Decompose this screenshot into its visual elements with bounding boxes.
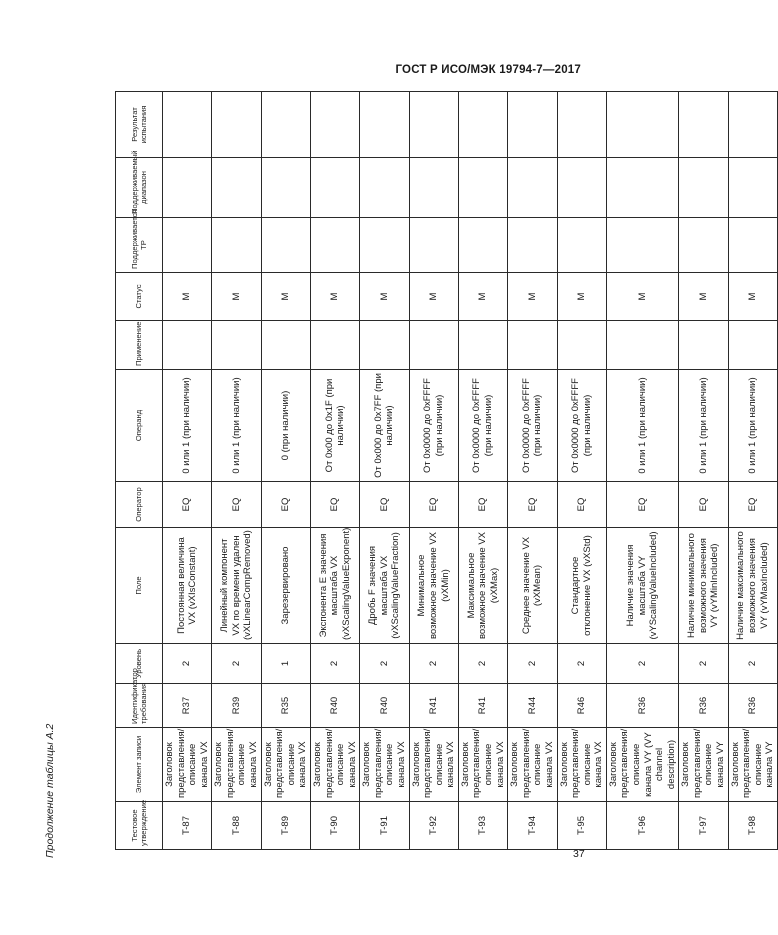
- table-body: [163, 92, 778, 850]
- requirement-id-cell: R39: [212, 684, 261, 728]
- application-cell: [163, 321, 212, 370]
- table-row: [360, 92, 409, 850]
- status-cell: M: [606, 273, 678, 321]
- record-element-cell: Заголовок представления/ описание канала VX: [310, 728, 359, 802]
- test-result-cell: [508, 92, 557, 158]
- tp-support-cell: [310, 218, 359, 273]
- record-element-cell: Заголовок представления/ описание канала VX: [163, 728, 212, 802]
- record-element-cell: Заголовок представления/ описание канала VY (VY channel description): [606, 728, 678, 802]
- supported-range-cell: [261, 158, 310, 218]
- operand-cell: От 0x0000 до 0xFFFF (при наличии): [409, 370, 458, 482]
- test-id-cell: T-97: [679, 802, 728, 850]
- operator-cell: EQ: [360, 482, 409, 528]
- test-result-cell: [728, 92, 777, 158]
- test-id-cell: T-93: [458, 802, 507, 850]
- level-cell: 2: [409, 644, 458, 684]
- test-result-cell: [557, 92, 606, 158]
- field-cell: Наличие значения масштаба VY (vYScalingValueIncluded): [606, 528, 678, 644]
- application-cell: [409, 321, 458, 370]
- table-row: [728, 92, 777, 850]
- tp-support-cell: [212, 218, 261, 273]
- test-id-cell: T-88: [212, 802, 261, 850]
- requirement-id-cell: R40: [310, 684, 359, 728]
- requirement-id-cell: R36: [679, 684, 728, 728]
- level-cell: 2: [557, 644, 606, 684]
- field-cell: Наличие максимального возможного значения VY (vYMaxIncluded): [728, 528, 777, 644]
- field-cell: Минимальное возможное значение VX (vXMin): [409, 528, 458, 644]
- test-id-cell: T-91: [360, 802, 409, 850]
- field-cell: Постоянная величина VX (vXIsConstant): [163, 528, 212, 644]
- status-cell: M: [409, 273, 458, 321]
- operand-cell: 0 или 1 (при наличии): [728, 370, 777, 482]
- operator-cell: EQ: [728, 482, 777, 528]
- status-cell: M: [557, 273, 606, 321]
- operand-cell: 0 или 1 (при наличии): [163, 370, 212, 482]
- record-element-cell: Заголовок представления/ описание канала VX: [557, 728, 606, 802]
- supported-range-cell: [557, 158, 606, 218]
- supported-range-cell: [212, 158, 261, 218]
- operator-cell: EQ: [508, 482, 557, 528]
- tp-support-cell: [261, 218, 310, 273]
- application-cell: [728, 321, 777, 370]
- status-cell: M: [310, 273, 359, 321]
- requirement-id-cell: R35: [261, 684, 310, 728]
- test-id-cell: T-94: [508, 802, 557, 850]
- test-result-cell: [212, 92, 261, 158]
- supported-range-cell: [508, 158, 557, 218]
- application-cell: [261, 321, 310, 370]
- table-row: [508, 92, 557, 850]
- supported-range-cell: [310, 158, 359, 218]
- test-id-cell: T-98: [728, 802, 777, 850]
- field-cell: Среднее значение VX (vXMean): [508, 528, 557, 644]
- requirement-id-cell: R40: [360, 684, 409, 728]
- record-element-cell: Заголовок представления/ описание канала VX: [508, 728, 557, 802]
- table-row: [310, 92, 359, 850]
- level-cell: 2: [310, 644, 359, 684]
- application-cell: [310, 321, 359, 370]
- status-cell: M: [458, 273, 507, 321]
- table-header-row: [116, 92, 163, 850]
- test-result-cell: [606, 92, 678, 158]
- rotated-table-container: [115, 92, 776, 850]
- test-result-cell: [261, 92, 310, 158]
- column-header-result: Результат испытания: [116, 92, 163, 158]
- level-cell: 1: [261, 644, 310, 684]
- document-standard-header: ГОСТ Р ИСО/МЭК 19794-7—2017: [395, 64, 581, 76]
- record-element-cell: Заголовок представления/ описание канала VX: [458, 728, 507, 802]
- field-cell: Экспонента E значения масштаба VX (vXScalingValueExponent): [310, 528, 359, 644]
- application-cell: [360, 321, 409, 370]
- requirement-id-cell: R44: [508, 684, 557, 728]
- operand-cell: 0 (при наличии): [261, 370, 310, 482]
- level-cell: 2: [212, 644, 261, 684]
- level-cell: 2: [679, 644, 728, 684]
- column-header-req-id: Идентификатор требования: [116, 684, 163, 728]
- table-row: [212, 92, 261, 850]
- requirement-id-cell: R36: [606, 684, 678, 728]
- application-cell: [606, 321, 678, 370]
- status-cell: M: [261, 273, 310, 321]
- field-cell: Наличие минимального возможного значения VY (vYMinIncluded): [679, 528, 728, 644]
- page-number: 37: [573, 848, 585, 860]
- table-continuation-caption: Продолжение таблицы А.2: [44, 723, 56, 858]
- operator-cell: EQ: [212, 482, 261, 528]
- operator-cell: EQ: [163, 482, 212, 528]
- test-assertions-table: [115, 91, 778, 850]
- column-header-range: Поддерживаемый диапазон: [116, 158, 163, 218]
- test-result-cell: [679, 92, 728, 158]
- operator-cell: EQ: [679, 482, 728, 528]
- requirement-id-cell: R46: [557, 684, 606, 728]
- test-result-cell: [409, 92, 458, 158]
- column-header-tp-support: Поддерживается ТР: [116, 218, 163, 273]
- status-cell: M: [508, 273, 557, 321]
- record-element-cell: Заголовок представления/ описание канала VY: [728, 728, 777, 802]
- test-result-cell: [163, 92, 212, 158]
- table-row: [409, 92, 458, 850]
- table-row: [163, 92, 212, 850]
- tp-support-cell: [458, 218, 507, 273]
- column-header-operator: Оператор: [116, 482, 163, 528]
- column-header-operand: Операнд: [116, 370, 163, 482]
- application-cell: [458, 321, 507, 370]
- table-row: [261, 92, 310, 850]
- test-id-cell: T-89: [261, 802, 310, 850]
- field-cell: Линейный компонент VX по времени удален (vXLinearCompRemoved): [212, 528, 261, 644]
- test-id-cell: T-92: [409, 802, 458, 850]
- level-cell: 2: [360, 644, 409, 684]
- table-row: [458, 92, 507, 850]
- operator-cell: EQ: [458, 482, 507, 528]
- level-cell: 2: [606, 644, 678, 684]
- operand-cell: От 0x00 до 0x1F (при наличии): [310, 370, 359, 482]
- test-result-cell: [458, 92, 507, 158]
- column-header-element: Элемент записи: [116, 728, 163, 802]
- status-cell: M: [679, 273, 728, 321]
- tp-support-cell: [728, 218, 777, 273]
- supported-range-cell: [728, 158, 777, 218]
- test-result-cell: [310, 92, 359, 158]
- column-header-field: Поле: [116, 528, 163, 644]
- operator-cell: EQ: [409, 482, 458, 528]
- column-header-test: Тестовое утверждение: [116, 802, 163, 850]
- operand-cell: 0 или 1 (при наличии): [212, 370, 261, 482]
- record-element-cell: Заголовок представления/ описание канала VX: [409, 728, 458, 802]
- tp-support-cell: [163, 218, 212, 273]
- record-element-cell: Заголовок представления/ описание канала VX: [212, 728, 261, 802]
- tp-support-cell: [606, 218, 678, 273]
- supported-range-cell: [163, 158, 212, 218]
- test-result-cell: [360, 92, 409, 158]
- application-cell: [679, 321, 728, 370]
- status-cell: M: [728, 273, 777, 321]
- operand-cell: От 0x0000 до 0xFFFF (при наличии): [557, 370, 606, 482]
- status-cell: M: [212, 273, 261, 321]
- level-cell: 2: [163, 644, 212, 684]
- supported-range-cell: [458, 158, 507, 218]
- record-element-cell: Заголовок представления/ описание канала VX: [261, 728, 310, 802]
- table-row: [606, 92, 678, 850]
- requirement-id-cell: R41: [409, 684, 458, 728]
- operator-cell: EQ: [557, 482, 606, 528]
- field-cell: Максимальное возможное значение VX (vXMax): [458, 528, 507, 644]
- operator-cell: EQ: [261, 482, 310, 528]
- operand-cell: От 0x0000 до 0xFFFF (при наличии): [458, 370, 507, 482]
- requirement-id-cell: R37: [163, 684, 212, 728]
- requirement-id-cell: R41: [458, 684, 507, 728]
- test-id-cell: T-96: [606, 802, 678, 850]
- level-cell: 2: [458, 644, 507, 684]
- level-cell: 2: [508, 644, 557, 684]
- column-header-status: Статус: [116, 273, 163, 321]
- record-element-cell: Заголовок представления/ описание канала VX: [360, 728, 409, 802]
- supported-range-cell: [409, 158, 458, 218]
- column-header-application: Применение: [116, 321, 163, 370]
- column-header-level: Уровень: [116, 644, 163, 684]
- operand-cell: От 0x0000 до 0xFFFF (при наличии): [508, 370, 557, 482]
- status-cell: M: [163, 273, 212, 321]
- level-cell: 2: [728, 644, 777, 684]
- tp-support-cell: [679, 218, 728, 273]
- record-element-cell: Заголовок представления/ описание канала VY: [679, 728, 728, 802]
- supported-range-cell: [360, 158, 409, 218]
- requirement-id-cell: R36: [728, 684, 777, 728]
- test-id-cell: T-95: [557, 802, 606, 850]
- table-row: [679, 92, 728, 850]
- tp-support-cell: [557, 218, 606, 273]
- application-cell: [508, 321, 557, 370]
- supported-range-cell: [606, 158, 678, 218]
- tp-support-cell: [409, 218, 458, 273]
- field-cell: Дробь F значения масштаба VX (vXScalingValueFraction): [360, 528, 409, 644]
- application-cell: [557, 321, 606, 370]
- application-cell: [212, 321, 261, 370]
- operand-cell: 0 или 1 (при наличии): [606, 370, 678, 482]
- test-id-cell: T-87: [163, 802, 212, 850]
- operand-cell: 0 или 1 (при наличии): [679, 370, 728, 482]
- operand-cell: От 0x000 до 0x7FF (при наличии): [360, 370, 409, 482]
- operator-cell: EQ: [310, 482, 359, 528]
- table-row: [557, 92, 606, 850]
- status-cell: M: [360, 273, 409, 321]
- field-cell: Стандартное отклонение VX (vXStd): [557, 528, 606, 644]
- tp-support-cell: [508, 218, 557, 273]
- test-id-cell: T-90: [310, 802, 359, 850]
- operator-cell: EQ: [606, 482, 678, 528]
- field-cell: Зарезервировано: [261, 528, 310, 644]
- supported-range-cell: [679, 158, 728, 218]
- tp-support-cell: [360, 218, 409, 273]
